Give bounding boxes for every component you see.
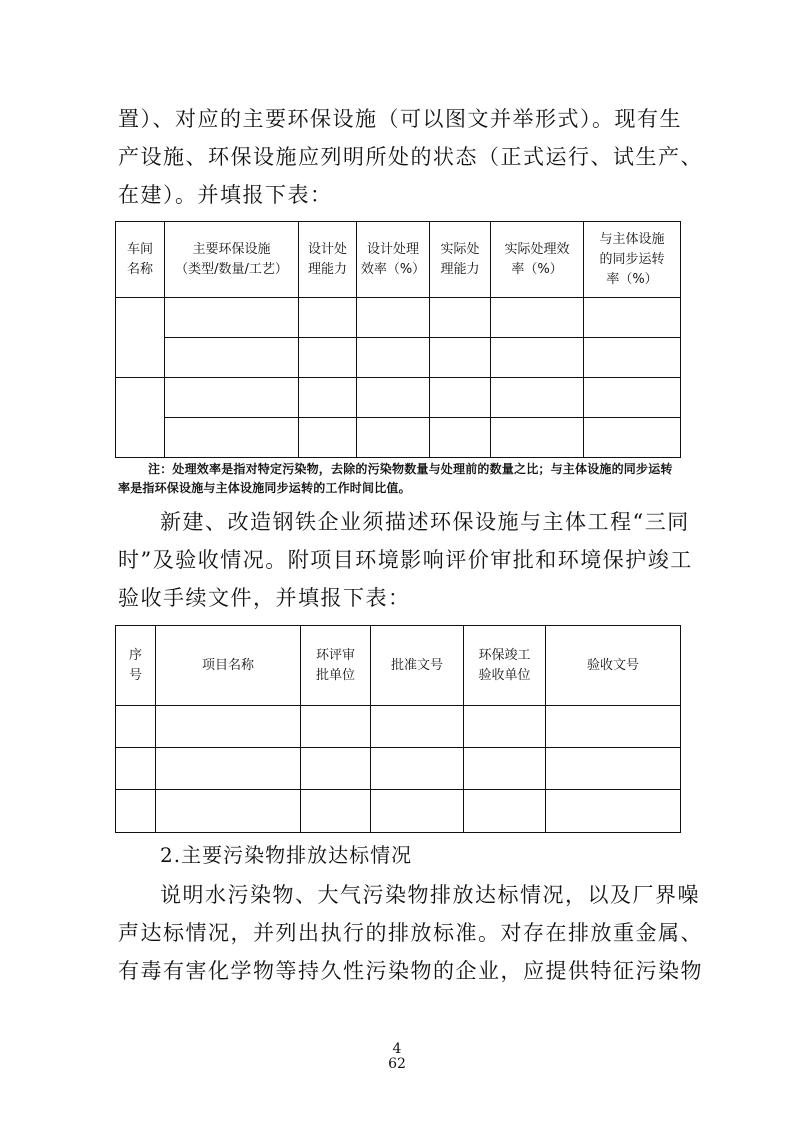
table-cell — [116, 790, 156, 833]
table-cell — [156, 748, 301, 790]
table-cell — [546, 706, 681, 748]
table-cell — [299, 378, 357, 418]
table-cell — [430, 418, 491, 458]
approval-documents-table — [115, 625, 681, 833]
header-sync-rate: 与主体设施 的同步运转 率（%） — [584, 222, 681, 298]
text-line: 验收手续文件，并填报下表： — [118, 586, 411, 610]
table-cell — [430, 338, 491, 378]
header-actual-capacity: 实际处 理能力 — [430, 222, 491, 298]
table-cell — [156, 790, 301, 833]
text-line: 置）、对应的主要环保设施（可以图文并举形式）。现有生 — [118, 107, 682, 131]
table-cell — [165, 298, 299, 338]
text-line: 新建、改造钢铁企业须描述环保设施与主体工程“三同 — [160, 510, 690, 534]
table-note: 注：处理效率是指对特定污染物，去除的污染物数量与处理前的数量之比；与主体设施的同步运转率是指环保设施与主体设施同步运转的工作时间比值。 — [118, 462, 673, 495]
table-cell — [165, 378, 299, 418]
paragraph-emission-compliance — [118, 876, 703, 990]
table-row — [116, 418, 681, 458]
table-cell — [491, 378, 584, 418]
text-line: 时”及验收情况。附项目环境影响评价审批和环境保护竣工 — [118, 548, 693, 572]
table-row — [116, 298, 681, 338]
table-cell — [357, 418, 430, 458]
table-cell — [165, 418, 299, 458]
table-cell — [357, 378, 430, 418]
text-line: 在建）。并填报下表： — [118, 183, 333, 207]
paragraph-three-simultaneity — [118, 503, 693, 617]
header-acceptance-unit: 环保竣工 验收单位 — [464, 626, 546, 706]
page-number-sub: 4 — [392, 1041, 402, 1057]
table-cell — [584, 298, 681, 338]
table-row — [116, 790, 681, 833]
table-cell — [546, 790, 681, 833]
text-line: 说明水污染物、大气污染物排放达标情况，以及厂界噪 — [160, 883, 700, 907]
text-line: 有毒有害化学物等持久性污染物的企业，应提供特征污染物 — [118, 959, 703, 983]
table-cell — [299, 418, 357, 458]
table-cell — [357, 338, 430, 378]
table-cell — [299, 338, 357, 378]
text-line: 产设施、环保设施应列明所处的状态（正式运行、试生产、 — [118, 145, 703, 169]
table-cell — [430, 298, 491, 338]
table-cell — [371, 790, 464, 833]
table-cell — [584, 338, 681, 378]
table-cell — [299, 298, 357, 338]
paragraph-intro — [118, 100, 703, 214]
header-workshop-name: 车间 名称 — [116, 222, 165, 298]
table-cell — [491, 298, 584, 338]
table-cell — [165, 338, 299, 378]
section-heading: 2.主要污染物排放达标情况 — [160, 843, 413, 867]
table-cell — [546, 748, 681, 790]
header-project-name: 项目名称 — [156, 626, 301, 706]
table-cell — [491, 338, 584, 378]
header-main-facility: 主要环保设施 （类型/数量/工艺） — [165, 222, 299, 298]
table-cell — [464, 790, 546, 833]
table-row — [116, 378, 681, 418]
header-design-capacity: 设计处 理能力 — [299, 222, 357, 298]
table-cell — [116, 298, 165, 378]
header-serial-number: 序 号 — [116, 626, 156, 706]
table-cell — [156, 706, 301, 748]
page-number: 62 — [388, 1056, 406, 1072]
table-cell — [116, 378, 165, 458]
table-cell — [371, 706, 464, 748]
header-design-efficiency: 设计处理 效率（%） — [357, 222, 430, 298]
header-eia-approval-unit: 环评审 批单位 — [301, 626, 371, 706]
table-cell — [584, 418, 681, 458]
header-approval-doc-number: 批准文号 — [371, 626, 464, 706]
table-cell — [357, 298, 430, 338]
table-cell — [584, 378, 681, 418]
table-row — [116, 748, 681, 790]
table-cell — [464, 748, 546, 790]
table-cell — [116, 706, 156, 748]
table-cell — [464, 706, 546, 748]
environmental-facilities-table — [115, 221, 681, 458]
table-cell — [116, 748, 156, 790]
table-cell — [301, 748, 371, 790]
table-cell — [371, 748, 464, 790]
table-cell — [430, 378, 491, 418]
table-row — [116, 338, 681, 378]
header-actual-efficiency: 实际处理效 率（%） — [491, 222, 584, 298]
header-acceptance-doc-number: 验收文号 — [546, 626, 681, 706]
table-cell — [491, 418, 584, 458]
text-line: 声达标情况，并列出执行的排放标准。对存在排放重金属、 — [118, 921, 703, 945]
table-cell — [301, 706, 371, 748]
table-row — [116, 706, 681, 748]
table-cell — [301, 790, 371, 833]
